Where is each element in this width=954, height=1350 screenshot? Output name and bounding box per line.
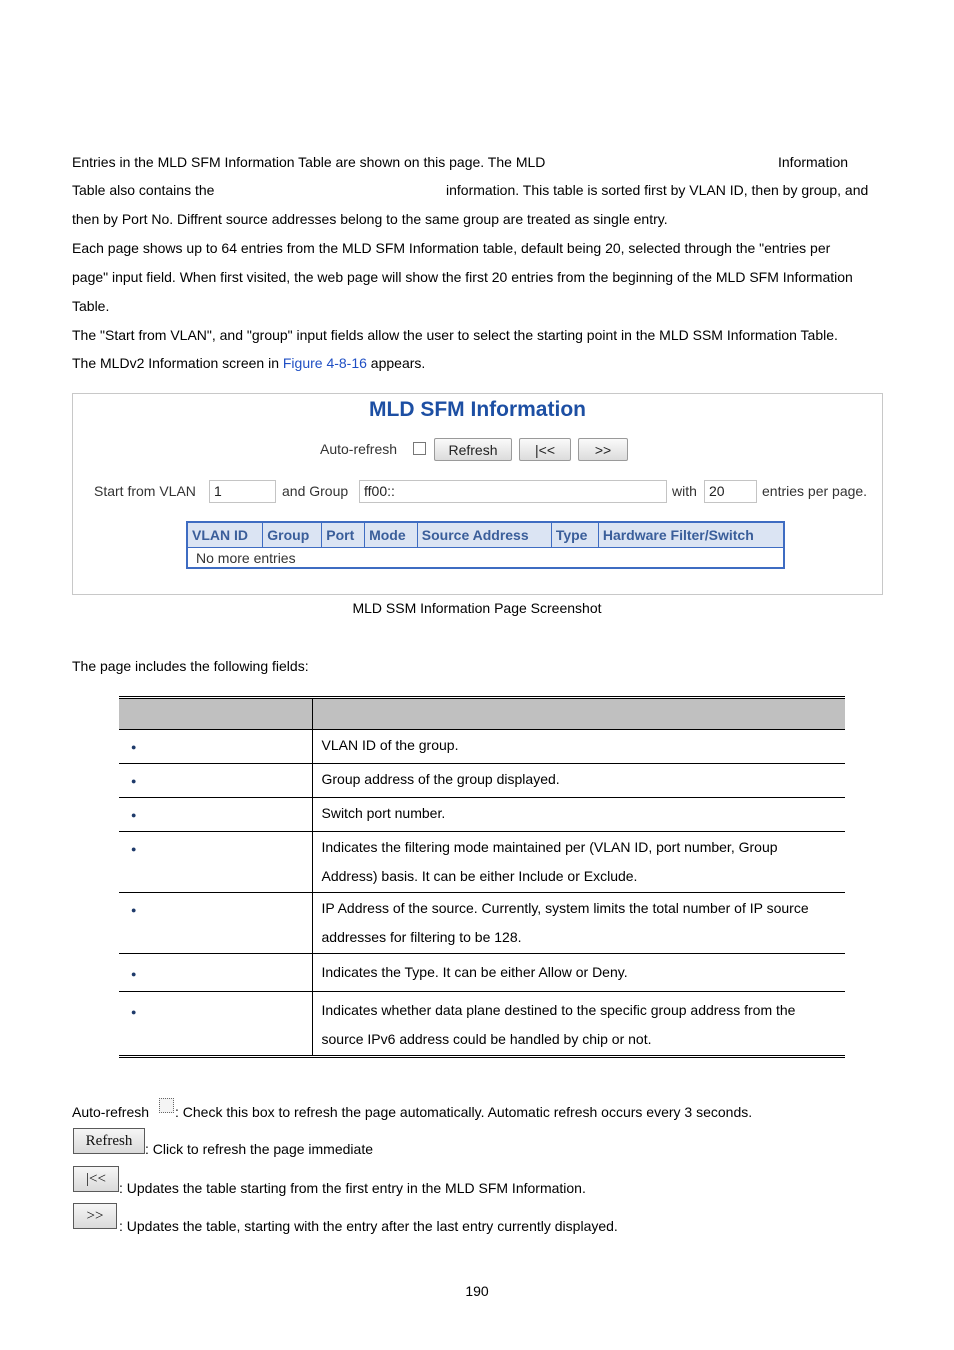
field-description-line: Switch port number.	[321, 805, 446, 821]
field-description-cell	[312, 893, 845, 954]
and-group-label: and Group	[282, 483, 349, 499]
intro-line-5: page" input field. When first visited, the web page will show the first 20 entries from the beginning of the MLD SFM Information	[72, 269, 853, 285]
column-header: Mode	[365, 522, 418, 548]
bullet-icon: ●	[131, 810, 137, 820]
table-row	[119, 992, 845, 1057]
start-vlan-label: Start from VLAN	[94, 483, 196, 499]
fields-body	[119, 730, 845, 1057]
field-description-line: VLAN ID of the group.	[321, 737, 459, 753]
field-description-cell	[312, 954, 845, 992]
bullet-icon: ●	[131, 776, 137, 786]
field-name-cell	[119, 832, 312, 893]
empty-table-message: No more entries	[196, 549, 296, 566]
auto-refresh-desc-label: Auto-refresh	[72, 1104, 150, 1120]
intro-line-1b: Information	[778, 154, 849, 170]
fields-table	[119, 696, 845, 1058]
bullet-icon: ●	[131, 742, 137, 752]
field-name-cell	[119, 764, 312, 798]
auto-refresh-desc-text: : Check this box to refresh the page automatically. Automatic refresh occurs every 3 seconds.	[175, 1104, 753, 1120]
intro-line-2: Table also contains the	[72, 182, 215, 198]
with-label: with	[672, 483, 697, 499]
field-name-cell	[119, 730, 312, 764]
intro-text: appears.	[366, 355, 426, 371]
auto-refresh-label: Auto-refresh	[320, 441, 398, 457]
next-page-button-icon: >>	[73, 1203, 117, 1229]
table-row	[119, 893, 845, 954]
auto-refresh-checkbox[interactable]	[413, 442, 426, 455]
table-row	[119, 730, 845, 764]
refresh-desc-text: : Click to refresh the page immediate	[145, 1141, 373, 1157]
figure-link[interactable]: Figure 4-8-16	[282, 355, 367, 371]
field-description-cell	[312, 798, 845, 832]
group-input[interactable]: ff00::	[359, 480, 667, 503]
start-vlan-input[interactable]: 1	[209, 480, 276, 503]
table-row	[187, 548, 784, 569]
first-page-button-icon: |<<	[73, 1166, 119, 1192]
intro-text: Entries in the MLD SFM Information Table are shown on this page. The MLD	[72, 154, 546, 170]
intro-line-6: Table.	[72, 298, 110, 314]
refresh-button-icon: Refresh	[73, 1128, 145, 1154]
field-description-line: source IPv6 address could be handled by chip or not.	[321, 1031, 652, 1047]
first-page-desc-text: : Updates the table starting from the first entry in the MLD SFM Information.	[119, 1180, 586, 1196]
field-description-line: Indicates whether data plane destined to the specific group address from the	[321, 1002, 796, 1018]
fields-header-row	[119, 698, 845, 730]
field-description-line: Indicates the filtering mode maintained per (VLAN ID, port number, Group	[321, 839, 778, 855]
field-description-cell	[312, 832, 845, 893]
bullet-icon: ●	[131, 1007, 137, 1017]
intro-line-1	[72, 152, 545, 172]
bullet-icon: ●	[131, 905, 137, 915]
refresh-button[interactable]: Refresh	[434, 438, 512, 461]
figure-caption: MLD SSM Information Page Screenshot	[352, 600, 602, 616]
intro-line-3: then by Port No. Diffrent source addresses belong to the same group are treated as single entry.	[72, 211, 668, 227]
field-name-cell	[119, 893, 312, 954]
field-name-cell	[119, 798, 312, 832]
field-description-line: Address) basis. It can be either Include or Exclude.	[321, 868, 638, 884]
bullet-icon: ●	[131, 969, 137, 979]
mld-sfm-screenshot	[72, 393, 883, 595]
table-row	[119, 954, 845, 992]
field-description-line: IP Address of the source. Currently, system limits the total number of IP source	[321, 900, 809, 916]
field-description-cell	[312, 992, 845, 1057]
field-description-line: Indicates the Type. It can be either Allow or Deny.	[321, 964, 628, 980]
field-description-cell	[312, 764, 845, 798]
intro-line-8	[72, 353, 425, 373]
field-name-cell	[119, 954, 312, 992]
fields-header-object	[119, 698, 312, 730]
intro-line-2b: information. This table is sorted first by VLAN ID, then by group, and	[446, 182, 869, 198]
table-row	[119, 832, 845, 893]
fields-header-description	[312, 698, 845, 730]
auto-refresh-checkbox-icon	[159, 1098, 174, 1113]
entries-per-page-label: entries per page.	[762, 483, 868, 499]
field-description-line: addresses for filtering to be 128.	[321, 929, 522, 945]
column-header: Group	[263, 522, 322, 548]
fields-intro: The page includes the following fields:	[72, 658, 309, 674]
next-page-desc-text: : Updates the table, starting with the entry after the last entry currently displayed.	[119, 1218, 618, 1234]
screenshot-title: MLD SFM Information	[369, 398, 586, 421]
first-page-button[interactable]: |<<	[519, 438, 571, 461]
intro-line-4: Each page shows up to 64 entries from the MLD SFM Information table, default being 20, selected through the "entries per	[72, 240, 831, 256]
column-header: Source Address	[417, 522, 551, 548]
table-header-row	[187, 522, 784, 548]
field-description-cell	[312, 730, 845, 764]
intro-text: The MLDv2 Information screen in	[72, 355, 283, 371]
bullet-icon: ●	[131, 844, 137, 854]
field-description-line: Group address of the group displayed.	[321, 771, 560, 787]
intro-line-7: The "Start from VLAN", and "group" input fields allow the user to select the starting point in the MLD SSM Information Table.	[72, 327, 838, 343]
entries-per-page-input[interactable]: 20	[704, 480, 757, 503]
field-name-cell	[119, 992, 312, 1057]
table-row	[119, 798, 845, 832]
column-header: Port	[322, 522, 365, 548]
column-header: VLAN ID	[187, 522, 263, 548]
column-header: Hardware Filter/Switch	[598, 522, 784, 548]
next-page-button[interactable]: >>	[578, 438, 628, 461]
page-number: 190	[465, 1283, 489, 1299]
mld-sfm-table	[186, 521, 785, 569]
table-row	[119, 764, 845, 798]
column-header: Type	[551, 522, 598, 548]
auto-refresh-desc	[72, 1102, 149, 1122]
